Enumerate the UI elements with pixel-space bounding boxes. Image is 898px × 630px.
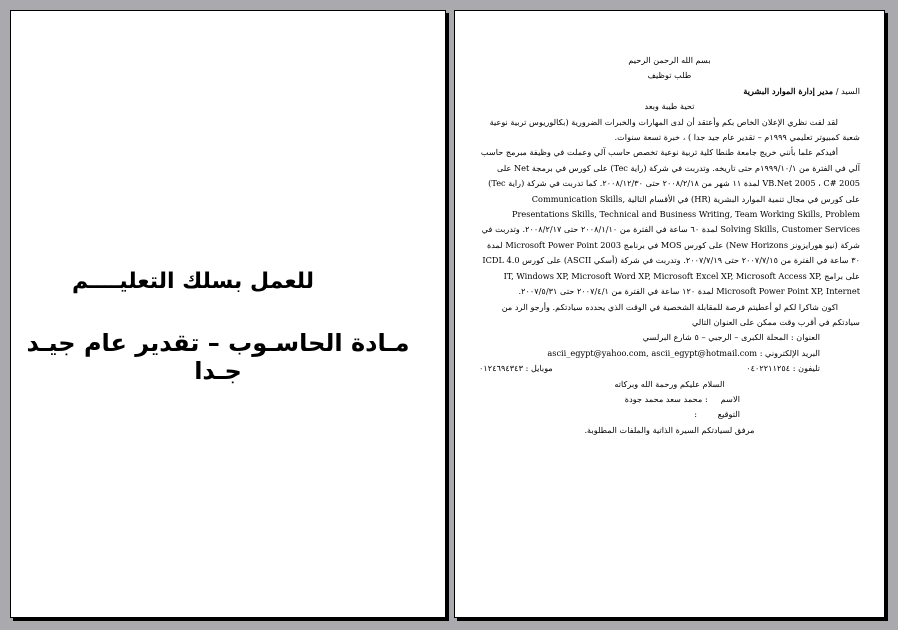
greeting: تحية طيبة وبعد (644, 101, 695, 112)
signature-label: التوقيع (717, 409, 740, 420)
mobile-value: ٠١٢٤٦٩٤٣٤٣ (479, 363, 523, 374)
email-value: ascii_egypt@yahoo.com, ascii_egypt@hotmail.com (547, 347, 758, 358)
phone-line (479, 361, 860, 376)
attachment-note: مرفق لسيادتكم السيرة الذاتية والملفات المطلوبة. (584, 424, 755, 435)
cover-page (10, 10, 446, 618)
letter-subject: طلب توظيف (647, 70, 692, 81)
address-line (479, 330, 860, 345)
phone-label: تليفون : (792, 363, 820, 374)
email-line (479, 346, 860, 361)
signature-value: : (694, 409, 697, 420)
letter-page (454, 10, 885, 618)
paragraph-2: أفيدكم علما بأنني خريج جامعة طنطا كلية تربية نوعية تخصص حاسب آلي وعملت في وظيفة مبرمج حاسب آلي في الفترة من ١٩٩٩/١٠/١م حتى تاريخه. وتدربت في شركة (راية Tec) على كورس في برمجة Net على VB.Net 2005 ، C# 2005 لمدة ١١ شهر من ٢٠٠٨/٢/١٨ حتى ٢٠٠٨/١٢/٣٠. كما تدربت في شركة (راية Tec) على كورس في مجال تنمية الموارد البشرية (HR) في الأقسام التالية Communication Skills, Presentations Skills, Technical and Business Writing, Team Working Skills, Problem Solving Skills, Customer Services لمدة ٦٠ ساعة في الفترة من ٢٠٠٨/١/١٠ حتى ٢٠٠٨/٢/١٧. وتدربت في شركة (نيو هورايزونز New Horizons) على كورس MOS في برنامج Microsoft Power Point 2003 لمدة ٣٠ ساعة في الفترة من ٢٠٠٧/٧/١٥ حتى ٢٠٠٧/٧/١٩. وتدربت في شركة (أسكي ASCII) على كورس ICDL 4.0 على برامج IT, Windows XP, Microsoft Word XP, Microsoft Excel XP, Microsoft Access XP, Microsoft Power Point XP, Internet لمدة ١٢٠ ساعة في الفترة من ٢٠٠٧/٤/١ حتى ٢٠٠٧/٥/٣١. (480, 147, 860, 297)
address-label: العنوان : (790, 332, 820, 343)
name-label: الاسم (720, 393, 740, 404)
cover-subtitle-line: مـادة الحاسـوب – تقدير عام جيـد جـدا (26, 329, 410, 385)
cover-title-line: للعمل بسلك التعليــــم (72, 269, 314, 294)
name-line (479, 392, 860, 407)
paragraph-3: اكون شاكرا لكم لو أعطيتم فرصة للمقابلة الشخصية في الوقت الذي يحدده سيادتكم. وأرجو الرد من سيادتكم في أقرب وقت ممكن على العنوان التالي (501, 301, 860, 327)
letter-body (479, 53, 860, 438)
phone-value: ٠٤٠٢٢١١٢٥٤ (746, 363, 791, 374)
addressee-prefix: السيد / (835, 85, 860, 96)
signature-line (479, 407, 860, 422)
name-value: : محمد سعد محمد جودة (624, 393, 708, 404)
basmala: بسم الله الرحمن الرحيم (628, 55, 711, 65)
address-value: المحلة الكبرى – الرجبي – ٥ شارع البرلسي (642, 332, 789, 343)
email-label: البريد الإلكتروني : (759, 347, 820, 358)
closing: السلام عليكم ورحمة الله وبركاته (614, 378, 725, 389)
paragraph-1: لقد لفت نظري الإعلان الخاص بكم وأعتقد أن لدى المهارات والخبرات الضرورية (بكالوريوس تربية نوعية شعبة كمبيوتر تعليمي ١٩٩٩م – تقدير عام جيد جدا ) ، خبرة تسعة سنوات. (489, 116, 860, 143)
addressee-line (479, 84, 860, 99)
mobile-label: موبايل : (525, 363, 553, 374)
addressee-title: مدير إدارة الموارد البشرية (743, 85, 834, 96)
